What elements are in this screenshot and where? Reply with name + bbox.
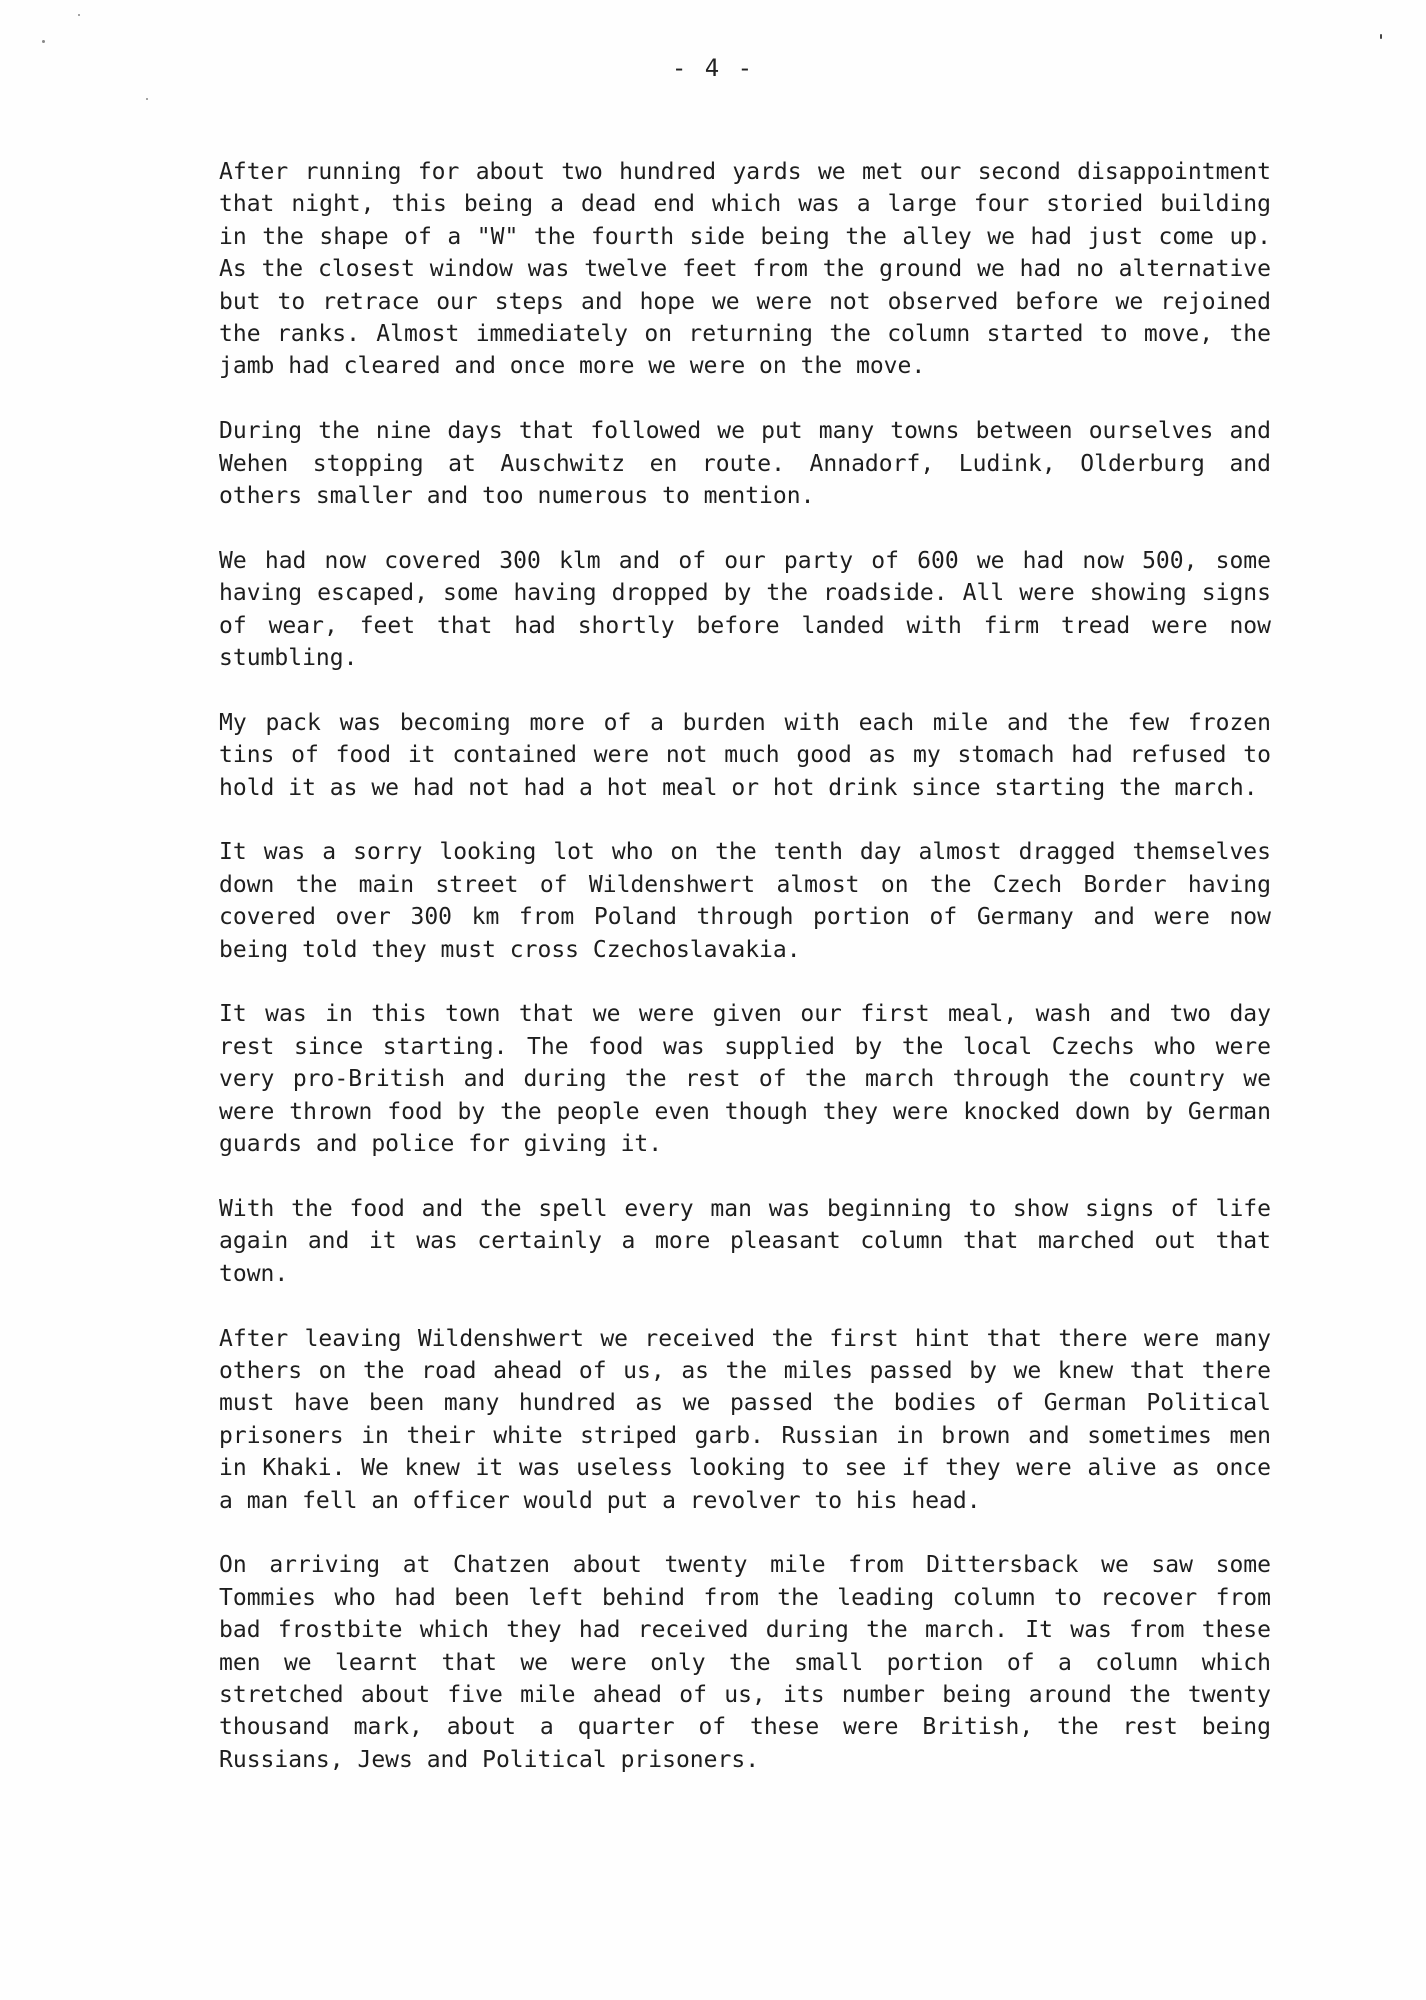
scan-speck (78, 14, 80, 16)
paragraph-9: On arriving at Chatzen about twenty mile from Dittersback we saw some Tommies who had been left behind from the leading column to recover from bad frostbite which they had received during the march. It was from these men we learnt that we were only the small portion of a column which stretched about five mile ahead of us, its number being around the twenty thousand mark, about a quarter of these were British, the rest being Russians, Jews and Political prisoners. (219, 1552, 1271, 1773)
scan-speck (1380, 34, 1382, 39)
paragraph-7: With the food and the spell every man was beginning to show signs of life again and it was certainly a more pleasant column that marched out that town. (219, 1195, 1271, 1287)
paragraph-3: We had now covered 300 klm and of our party of 600 we had now 500, some having escaped, some having dropped by the roadside. All were showing signs of wear, feet that had shortly before landed with firm tread were now stumbling. (219, 547, 1271, 672)
paragraph-2: During the nine days that followed we put many towns between ourselves and Wehen stopping at Auschwitz en route. Annadorf, Ludink, Olderburg and others smaller and too numerous to mention. (219, 418, 1271, 510)
scan-speck (146, 98, 148, 100)
paragraph-6: It was in this town that we were given our first meal, wash and two day rest since starting. The food was supplied by the local Czechs who were very pro-British and during the rest of the march through the country we were thrown food by the people even though they were knocked down by German guards and police for giving it. (219, 1001, 1271, 1158)
paragraph-8: After leaving Wildenshwert we received the first hint that there were many others on the road ahead of us, as the miles passed by we knew that there must have been many hundred as we passed the bodies of German Political prisoners in their white striped garb. Russian in brown and sometimes men in Khaki. We knew it was useless looking to see if they were alive as once a man fell an officer would put a revolver to his head. (219, 1325, 1271, 1514)
paragraph-1: After running for about two hundred yards we met our second disappointment that night, this being a dead end which was a large four storied building in the shape of a "W" the fourth side being the alley we had just come up. As the closest window was twelve feet from the ground we had no alternative but to retrace our steps and hope we were not observed before we rejoined the ranks. Almost immediately on returning the column started to move, the jamb had cleared and once more we were on the move. (219, 159, 1271, 380)
body-text (219, 156, 1271, 1809)
page-number: - 4 - (671, 54, 755, 82)
paragraph-5: It was a sorry looking lot who on the tenth day almost dragged themselves down the main street of Wildenshwert almost on the Czech Border having covered over 300 km from Poland through portion of Germany and were now being told they must cross Czechoslavakia. (219, 839, 1271, 963)
scan-speck (42, 40, 45, 43)
paragraph-4: My pack was becoming more of a burden with each mile and the few frozen tins of food it contained were not much good as my stomach had refused to hold it as we had not had a hot meal or hot drink since starting the march. (219, 709, 1271, 801)
